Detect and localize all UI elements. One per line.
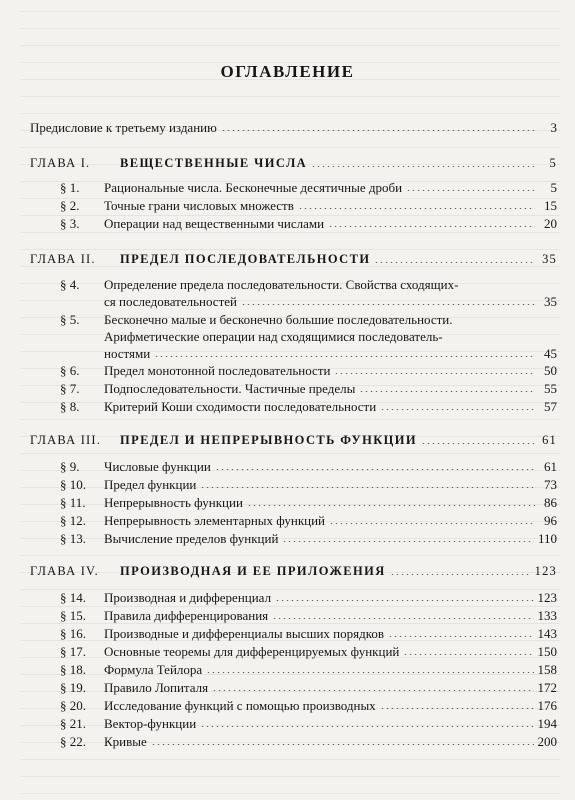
dot-leader: [154, 356, 535, 357]
section-title: Исследование функций с помощью производных: [104, 698, 376, 713]
page-number: 172: [537, 680, 557, 695]
toc-entry[interactable]: [60, 679, 557, 696]
section-number: § 6.: [60, 363, 80, 378]
toc-entry[interactable]: [60, 697, 557, 714]
section-number: § 8.: [60, 399, 80, 414]
dot-leader: [388, 636, 533, 637]
section-number: § 16.: [60, 626, 86, 641]
section-title-cont: ся последовательностей: [104, 294, 237, 309]
toc-entry[interactable]: [60, 398, 557, 415]
toc-entry[interactable]: [60, 512, 557, 529]
section-title: Производные и дифференциалы высших порядков: [104, 626, 385, 641]
section-title: Кривые: [104, 734, 147, 749]
page-number: 15: [544, 198, 557, 213]
section-title: Производная и дифференциал: [104, 590, 272, 605]
section-title: Точные грани числовых множеств: [104, 198, 294, 213]
dot-leader: [380, 708, 534, 709]
preface-text: Предисловие к третьему изданию: [30, 120, 217, 135]
section-title: Числовые функции: [104, 459, 211, 474]
section-number: § 18.: [60, 662, 86, 677]
dot-leader: [390, 574, 531, 575]
dot-leader: [359, 391, 535, 392]
chapter-title: ПРЕДЕЛ ПОСЛЕДОВАТЕЛЬНОСТИ: [120, 252, 371, 266]
page-number: 150: [537, 644, 557, 659]
section-number: § 2.: [60, 198, 80, 213]
toc-entry[interactable]: [60, 458, 557, 475]
dot-leader: [328, 226, 535, 227]
section-title: Вектор-функции: [104, 716, 197, 731]
section-title: Операции над вещественными числами: [104, 216, 325, 231]
section-number: § 15.: [60, 608, 86, 623]
page-number: 5: [549, 156, 557, 170]
toc-entry-line[interactable]: [60, 311, 453, 328]
section-title: Рациональные числа. Бесконечные десятичные дроби: [104, 180, 403, 195]
section-number: § 10.: [60, 477, 86, 492]
dot-leader: [151, 744, 534, 745]
section-title: Предел функции: [104, 477, 197, 492]
section-title: Предел монотонной последовательности: [104, 363, 331, 378]
chapter-title: ПРЕДЕЛ И НЕПРЕРЫВНОСТЬ ФУНКЦИИ: [120, 433, 418, 447]
toc-entry-line[interactable]: [60, 276, 458, 293]
page-number: 73: [544, 477, 557, 492]
toc-entry[interactable]: [60, 661, 557, 678]
page-number: 143: [537, 626, 557, 641]
dot-leader: [206, 672, 533, 673]
section-number: § 14.: [60, 590, 86, 605]
section-number: § 22.: [60, 734, 86, 749]
toc-entry[interactable]: [60, 733, 557, 750]
chapter-label: ГЛАВА III.: [30, 433, 102, 447]
toc-entry[interactable]: [60, 179, 557, 196]
section-number: § 9.: [60, 459, 80, 474]
toc-entry[interactable]: [60, 476, 557, 493]
dot-leader: [298, 208, 535, 209]
page-number: 86: [544, 495, 557, 510]
preface-entry[interactable]: [30, 119, 557, 136]
chapter-heading[interactable]: [30, 155, 557, 172]
section-title: Определение предела последовательности. Свойства сходящих-: [104, 277, 459, 292]
dot-leader: [241, 304, 535, 305]
dot-leader: [221, 130, 535, 131]
page-number: 61: [544, 459, 557, 474]
page-number: 61: [542, 433, 557, 447]
dot-leader: [212, 690, 533, 691]
page-number: 55: [544, 381, 557, 396]
toc-entry[interactable]: [60, 197, 557, 214]
section-number: § 13.: [60, 531, 86, 546]
section-number: § 17.: [60, 644, 86, 659]
toc-entry[interactable]: [60, 625, 557, 642]
page-number: 194: [537, 716, 557, 731]
chapter-heading[interactable]: [30, 432, 557, 449]
page-number: 20: [544, 216, 557, 231]
section-title: Вычисление пределов функций: [104, 531, 279, 546]
page-number: 5: [550, 180, 557, 195]
toc-entry[interactable]: [60, 362, 557, 379]
toc-entry[interactable]: [60, 494, 557, 511]
dot-leader: [403, 654, 533, 655]
page-number: 45: [544, 346, 557, 361]
toc-entry[interactable]: [60, 530, 557, 547]
page-title: ОГЛАВЛЕНИЕ: [220, 62, 355, 81]
section-title: Правило Лопиталя: [104, 680, 209, 695]
toc-entry[interactable]: [60, 589, 557, 606]
dot-leader: [374, 262, 535, 263]
page-number: 123: [534, 564, 557, 578]
dot-leader: [329, 523, 535, 524]
section-title: Формула Тейлора: [104, 662, 203, 677]
dot-leader: [421, 443, 535, 444]
toc-entry[interactable]: [60, 607, 557, 624]
dot-leader: [275, 600, 533, 601]
section-number: § 12.: [60, 513, 86, 528]
page-number: 3: [550, 120, 557, 135]
section-title: Подпоследовательности. Частичные пределы: [104, 381, 356, 396]
toc-entry[interactable]: [104, 345, 557, 362]
page-number: 57: [544, 399, 557, 414]
section-title: Правила дифференцирования: [104, 608, 269, 623]
section-title: Основные теоремы для дифференцируемых функций: [104, 644, 400, 659]
section-number: § 5.: [60, 312, 80, 327]
section-title: Бесконечно малые и бесконечно большие последовательности.: [104, 312, 453, 327]
page-number: 50: [544, 363, 557, 378]
page-number: 35: [542, 252, 557, 266]
section-number: § 19.: [60, 680, 86, 695]
dot-leader: [215, 469, 535, 470]
section-title-cont: ностями: [104, 346, 151, 361]
page-number: 123: [537, 590, 557, 605]
page-number: 110: [537, 531, 557, 546]
dot-leader: [200, 487, 535, 488]
section-title: Непрерывность функции: [104, 495, 243, 510]
chapter-title: ВЕЩЕСТВЕННЫЕ ЧИСЛА: [120, 156, 308, 170]
section-number: § 4.: [60, 277, 80, 292]
section-number: § 20.: [60, 698, 86, 713]
page-number: 158: [537, 662, 557, 677]
toc-entry[interactable]: [60, 380, 557, 397]
chapter-heading[interactable]: [30, 563, 557, 580]
dot-leader: [282, 541, 534, 542]
page-number: 133: [537, 608, 557, 623]
chapter-heading[interactable]: [30, 251, 557, 268]
page-number: 96: [544, 513, 557, 528]
section-title: Непрерывность элементарных функций: [104, 513, 326, 528]
section-number: § 11.: [60, 495, 86, 510]
page-number: 200: [537, 734, 557, 749]
toc-entry-line: [104, 328, 443, 345]
section-title: Критерий Коши сходимости последовательности: [104, 399, 377, 414]
dot-leader: [311, 166, 535, 167]
dot-leader: [272, 618, 533, 619]
page-number: 35: [544, 294, 557, 309]
chapter-title: ПРОИЗВОДНАЯ И ЕЕ ПРИЛОЖЕНИЯ: [120, 564, 386, 578]
section-number: § 1.: [60, 180, 80, 195]
toc-entry[interactable]: [60, 215, 557, 232]
section-number: § 21.: [60, 716, 86, 731]
dot-leader: [247, 505, 535, 506]
toc-entry[interactable]: [60, 643, 557, 660]
toc-entry[interactable]: [104, 293, 557, 310]
dot-leader: [200, 726, 533, 727]
chapter-label: ГЛАВА IV.: [30, 564, 99, 578]
dot-leader: [380, 409, 535, 410]
toc-entry[interactable]: [60, 715, 557, 732]
dot-leader: [334, 373, 535, 374]
section-number: § 3.: [60, 216, 80, 231]
chapter-label: ГЛАВА II.: [30, 252, 96, 266]
dot-leader: [406, 190, 535, 191]
page-number: 176: [537, 698, 557, 713]
section-number: § 7.: [60, 381, 80, 396]
chapter-label: ГЛАВА I.: [30, 156, 91, 170]
section-title-cont: Арифметические операции над сходящимися последователь-: [104, 329, 443, 344]
